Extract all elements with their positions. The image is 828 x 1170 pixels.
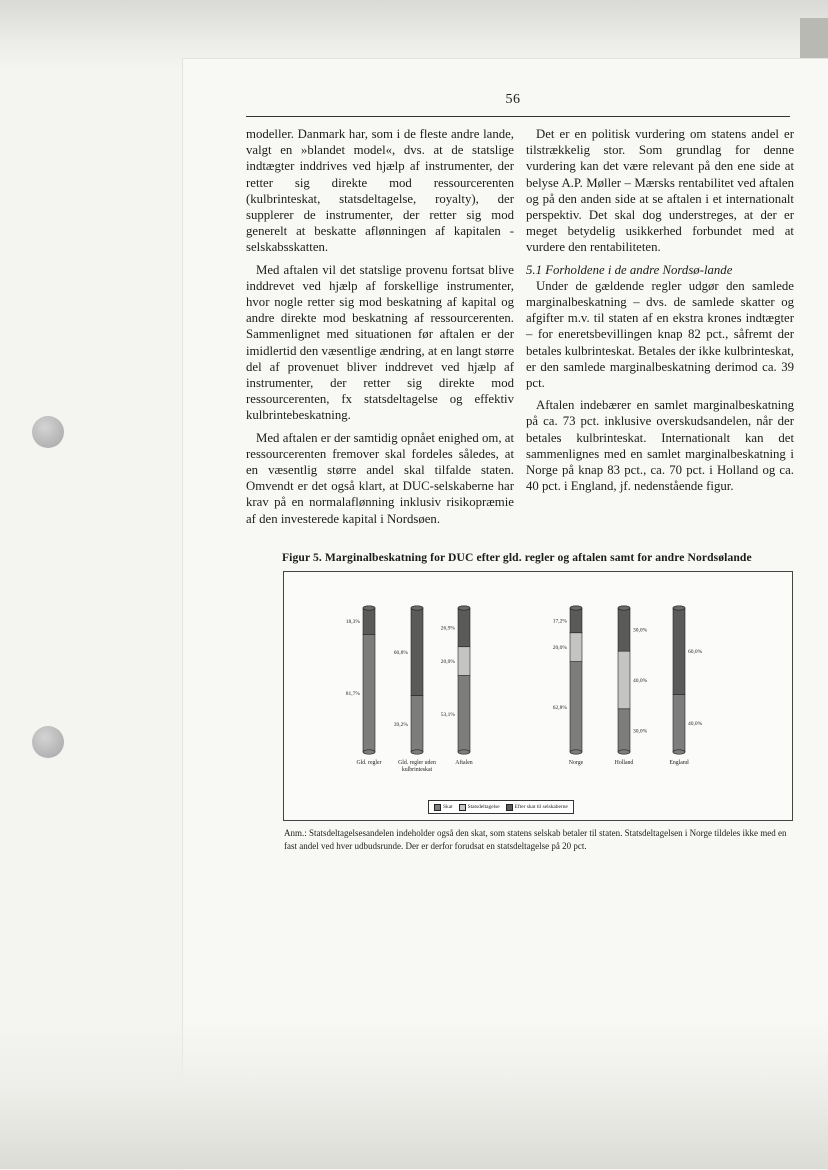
- data-label: 81,7%: [345, 691, 360, 698]
- bar-segment: [363, 634, 375, 752]
- paragraph: Det er en politisk vurdering om statens andel er tilstrækkelig stor. Som grundlag for denne vurdering kan det være relevant på den ene side at belyse A.P. Møller – Mærsks rentabilitet ved aftalen og på den anden side at se aftalen i et internationalt perspektiv. Det skal dog understreges, at der er meget betydelig usikkerhed forbundet med at vurdere den rentabiliteten.: [526, 127, 794, 255]
- bar-base: [570, 750, 582, 754]
- scan-shadow-bottom: [0, 1019, 828, 1169]
- bar-cap: [618, 606, 630, 610]
- chart-legend: [428, 800, 574, 814]
- bar-segment: [673, 608, 685, 694]
- category-label: kulbrinteskat: [401, 767, 433, 773]
- paragraph: Med aftalen vil det statslige provenu fortsat blive inddrevet ved hjælp af forskellige instrumenter, hvor nogle retter sig mod beskatning af kapital og andre direkte mod beskatning af ressourcerenten. Sammenlignet med situationen før aftalen er der imidlertid den væsentlige ændring, at en langt større del af provenuet bliver inddrevet ved hjælp af instrumenter, der retter sig direkte mod ressourcerenten, fx statsdeltagelse og effektiv kulbrintebeskatning.: [246, 262, 514, 423]
- bar-segment: [411, 608, 423, 696]
- bar-segment: [618, 651, 630, 709]
- data-label: 60,8%: [393, 649, 408, 656]
- legend-label: Efter skat til selskaberne: [514, 804, 568, 810]
- paragraph: Med aftalen er der samtidig opnået enighed om, at ressourcerenten fremover skal fordeles således, at en væsentlig større andel skal tilfalde staten. Omvendt er det også klart, at DUC-selskaberne har krav på en normalaflønning inklusiv risikopræmie af den investerede kapital i Nordsøen.: [246, 430, 514, 526]
- punch-hole-top: [32, 416, 64, 448]
- bar-base: [618, 750, 630, 754]
- data-label: 20,0%: [552, 645, 567, 652]
- data-label: 39,2%: [393, 721, 408, 728]
- page-number: 56: [505, 92, 521, 107]
- category-label: Aftalen: [455, 760, 473, 766]
- data-label: 53,1%: [440, 711, 455, 718]
- bar-segment: [673, 694, 685, 752]
- punch-hole-bottom: [32, 726, 64, 758]
- bar-segment: [411, 696, 423, 752]
- legend-label: Skat: [443, 804, 453, 810]
- bar-base: [363, 750, 375, 754]
- bar-segment: [570, 608, 582, 633]
- data-label: 20,0%: [440, 659, 455, 666]
- bar-base: [458, 750, 470, 754]
- bar-segment: [458, 608, 470, 647]
- bar-cap: [363, 606, 375, 610]
- data-label: 26,9%: [440, 625, 455, 632]
- bar-segment: [458, 676, 470, 752]
- legend-swatch: [459, 804, 466, 811]
- category-label: Gld. regler: [356, 760, 382, 766]
- legend-swatch: [506, 804, 513, 811]
- chart-canvas: [284, 572, 792, 820]
- bar-segment: [570, 633, 582, 662]
- bar-base: [673, 750, 685, 754]
- bar-segment: [570, 662, 582, 752]
- figure-caption: Figur 5. Marginalbeskatning for DUC efter gld. regler og aftalen samt for andre Nordsølande: [282, 551, 752, 564]
- legend-item-skat: [434, 804, 453, 811]
- legend-label: Statsdeltagelse: [467, 804, 500, 810]
- paragraph: Aftalen indebærer en samlet marginalbeskatning på ca. 73 pct. inklusive overskudsandelen, når der betales kulbrinteskat. Internationalt kan det sammenlignes med en samlet marginalbeskatning i Norge på knap 83 pct., ca. 70 pct. i Holland og ca. 40 pct. i England, jf. nedenstående figur.: [526, 398, 794, 494]
- category-label: Gld. regler uden: [398, 760, 436, 766]
- data-label: 18,3%: [345, 619, 360, 626]
- legend-item-statsdeltagelse: [459, 804, 500, 811]
- note-text: Anm.: Statsdeltagelsesandelen indeholder også den skat, som statens selskab betaler til staten. Statsdeltagelsen i Norge tildeles ikke med en fast andel ved hver udbudsrunde. Der er derfor forudsat en statsdeltagelse på 20 pct.: [284, 828, 787, 851]
- paragraph: Under de gældende regler udgør den samlede marginalbeskatning – dvs. de samlede skatter og afgifter m.v. til staten af en ekstra krones indtægter – for eneretsbevillingen knap 82 pct., såfremt der betales kulbrinteskat. Betales der ikke kulbrinteskat, er den samlede marginalbeskatning derimod ca. 39 pct.: [526, 278, 794, 391]
- bar-cap: [411, 606, 423, 610]
- bar-cap: [570, 606, 582, 610]
- section-title: 5.1 Forholdene i de andre Nordsø-lande: [526, 262, 733, 277]
- legend-swatch: [434, 804, 441, 811]
- header-rule: [246, 116, 790, 117]
- right-column: [526, 126, 794, 494]
- data-label: 30,0%: [633, 627, 648, 634]
- bar-segment: [363, 608, 375, 634]
- bar-cap: [673, 606, 685, 610]
- bar-segment: [618, 608, 630, 651]
- bar-segment: [618, 709, 630, 752]
- data-label: 40,0%: [688, 721, 703, 728]
- left-column: [246, 126, 514, 527]
- paragraph: modeller. Danmark har, som i de fleste andre lande, valgt en »blandet model«, dvs. at de statslige indtægter inddrives ved hjælp af instrumenter, der retter sig direkte mod ressourcerenten (kulbrinteskat, statsdeltagelse, royalty), der supplerer de instrumenter, der retter sig mod generelt at beskatte aflønningen af kapitalen - selskabsskatten.: [246, 127, 514, 255]
- category-label: Holland: [614, 760, 634, 766]
- data-label: 17,2%: [552, 618, 567, 625]
- data-label: 62,8%: [552, 704, 567, 711]
- bar-segment: [458, 647, 470, 676]
- data-label: 30,0%: [633, 728, 648, 735]
- bar-base: [411, 750, 423, 754]
- category-label: Norge: [568, 760, 584, 766]
- data-label: 60,0%: [688, 649, 703, 656]
- figure-chart: [283, 571, 793, 821]
- legend-item-efter-skat: [506, 804, 568, 811]
- bar-cap: [458, 606, 470, 610]
- data-label: 40,0%: [633, 678, 648, 684]
- figure-note: [284, 827, 794, 853]
- category-label: England: [669, 760, 689, 766]
